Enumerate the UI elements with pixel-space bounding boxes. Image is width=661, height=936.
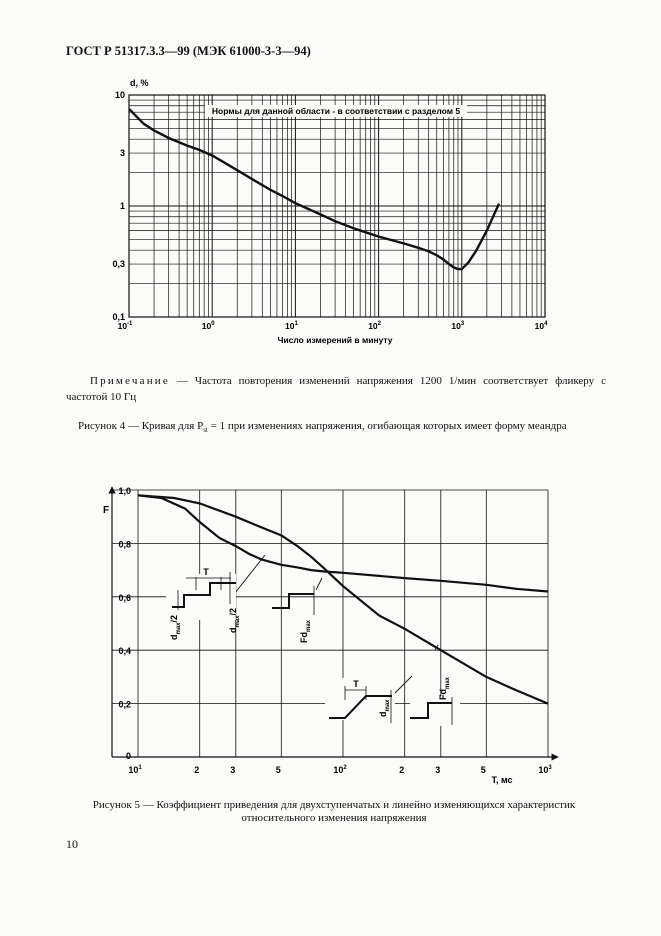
- x-tick-label: $10^4$: [534, 321, 548, 331]
- y-tick-label: 0,1: [112, 312, 125, 322]
- svg-text:Fdmax: $Fd_{max}$: [299, 619, 312, 643]
- x-tick-label: 3: [435, 765, 441, 775]
- caption-4-text: Рисунок 4 — Кривая для P: [78, 420, 204, 432]
- figure-4-xlabel: Число измерений в минуту: [277, 335, 393, 345]
- x-tick-label: 2: [399, 765, 405, 775]
- inset-fd1-label: [299, 619, 312, 643]
- y-tick-label: 3: [119, 148, 125, 159]
- x-tick-label: $10^2$: [368, 321, 382, 331]
- x-decade-label: $10^1$: [128, 765, 142, 775]
- inset-two-step: [166, 567, 241, 640]
- caption-5-line-2: относительного изменения напряжения: [241, 812, 427, 824]
- svg-text:Fdmax: $Fd_{max}$: [438, 676, 451, 700]
- y-tick-label: 0,4: [118, 646, 131, 657]
- y-tick-label: 1: [119, 201, 125, 211]
- y-tick-label: 0: [125, 751, 131, 761]
- figure-5-x-ticks: [128, 765, 552, 775]
- y-tick-label: 0,3: [112, 259, 125, 270]
- x-tick-label: 5: [480, 765, 486, 775]
- figure-5-xlabel: T, мс: [491, 775, 513, 785]
- page-number: 10: [66, 837, 78, 851]
- x-tick-label: 5: [275, 765, 281, 775]
- note-prefix: Примечание: [90, 375, 170, 387]
- y-tick-label: 10: [114, 90, 125, 100]
- figure-5-ylabel: F: [102, 505, 110, 516]
- figure-5-y-ticks: [118, 486, 131, 761]
- figure-4-ylabel: d, %: [130, 78, 149, 88]
- leader-line-2: [316, 578, 322, 590]
- x-tick-label: 3: [230, 765, 236, 775]
- caption-4-text-end: = 1 при изменениях напряжения, огибающая которых имеет форму меандра: [207, 420, 567, 432]
- inset-single-step: [272, 586, 314, 643]
- svg-text:dmax/2: $d_{max}/2$: [169, 614, 182, 640]
- inset-single-step-2: [410, 676, 460, 726]
- inset-a-T-label: T: [203, 567, 209, 577]
- x-tick-label: $10^3$: [451, 321, 465, 331]
- x-tick-label: $10^{-1}$: [117, 321, 133, 331]
- y-tick-label: 0,2: [118, 699, 131, 710]
- inset-c-T-label: T: [353, 679, 359, 689]
- document-header: ГОСТ Р 51317.3.3—99 (МЭК 61000-3-3—94): [66, 44, 311, 58]
- figure-5-caption: [66, 799, 602, 825]
- y-tick-label: 0,6: [118, 592, 131, 603]
- leader-line-3: [395, 676, 412, 693]
- x-decade-label: $10^2$: [333, 765, 347, 775]
- inset-ramp: [325, 678, 395, 723]
- svg-text:dmax/2: $d_{max}/2$: [228, 607, 241, 633]
- y-tick-label: 0,8: [118, 539, 131, 550]
- caption-4-subscript: st: [203, 426, 208, 435]
- svg-text:dmax: $d_{max}$: [378, 699, 391, 717]
- x-decade-label: $10^3$: [538, 765, 552, 775]
- note-text: — Частота повторения изменений напряжения 1200 1/мин соответствует фликеру с частотой 10 Гц: [66, 375, 606, 403]
- caption-5-line-1: Рисунок 5 — Коэффициент приведения для двухступенчатых и линейно изменяющихся характеристик: [92, 799, 576, 811]
- figure-4-annotation: Нормы для данной области - в соответствии с разделом 5: [211, 106, 461, 116]
- y-tick-label: 1,0: [118, 486, 131, 496]
- x-tick-label: 2: [194, 765, 200, 775]
- inset-b-dmax-label: [228, 608, 241, 633]
- x-tick-label: $10^1$: [284, 321, 298, 331]
- x-tick-label: $10^0$: [201, 321, 215, 331]
